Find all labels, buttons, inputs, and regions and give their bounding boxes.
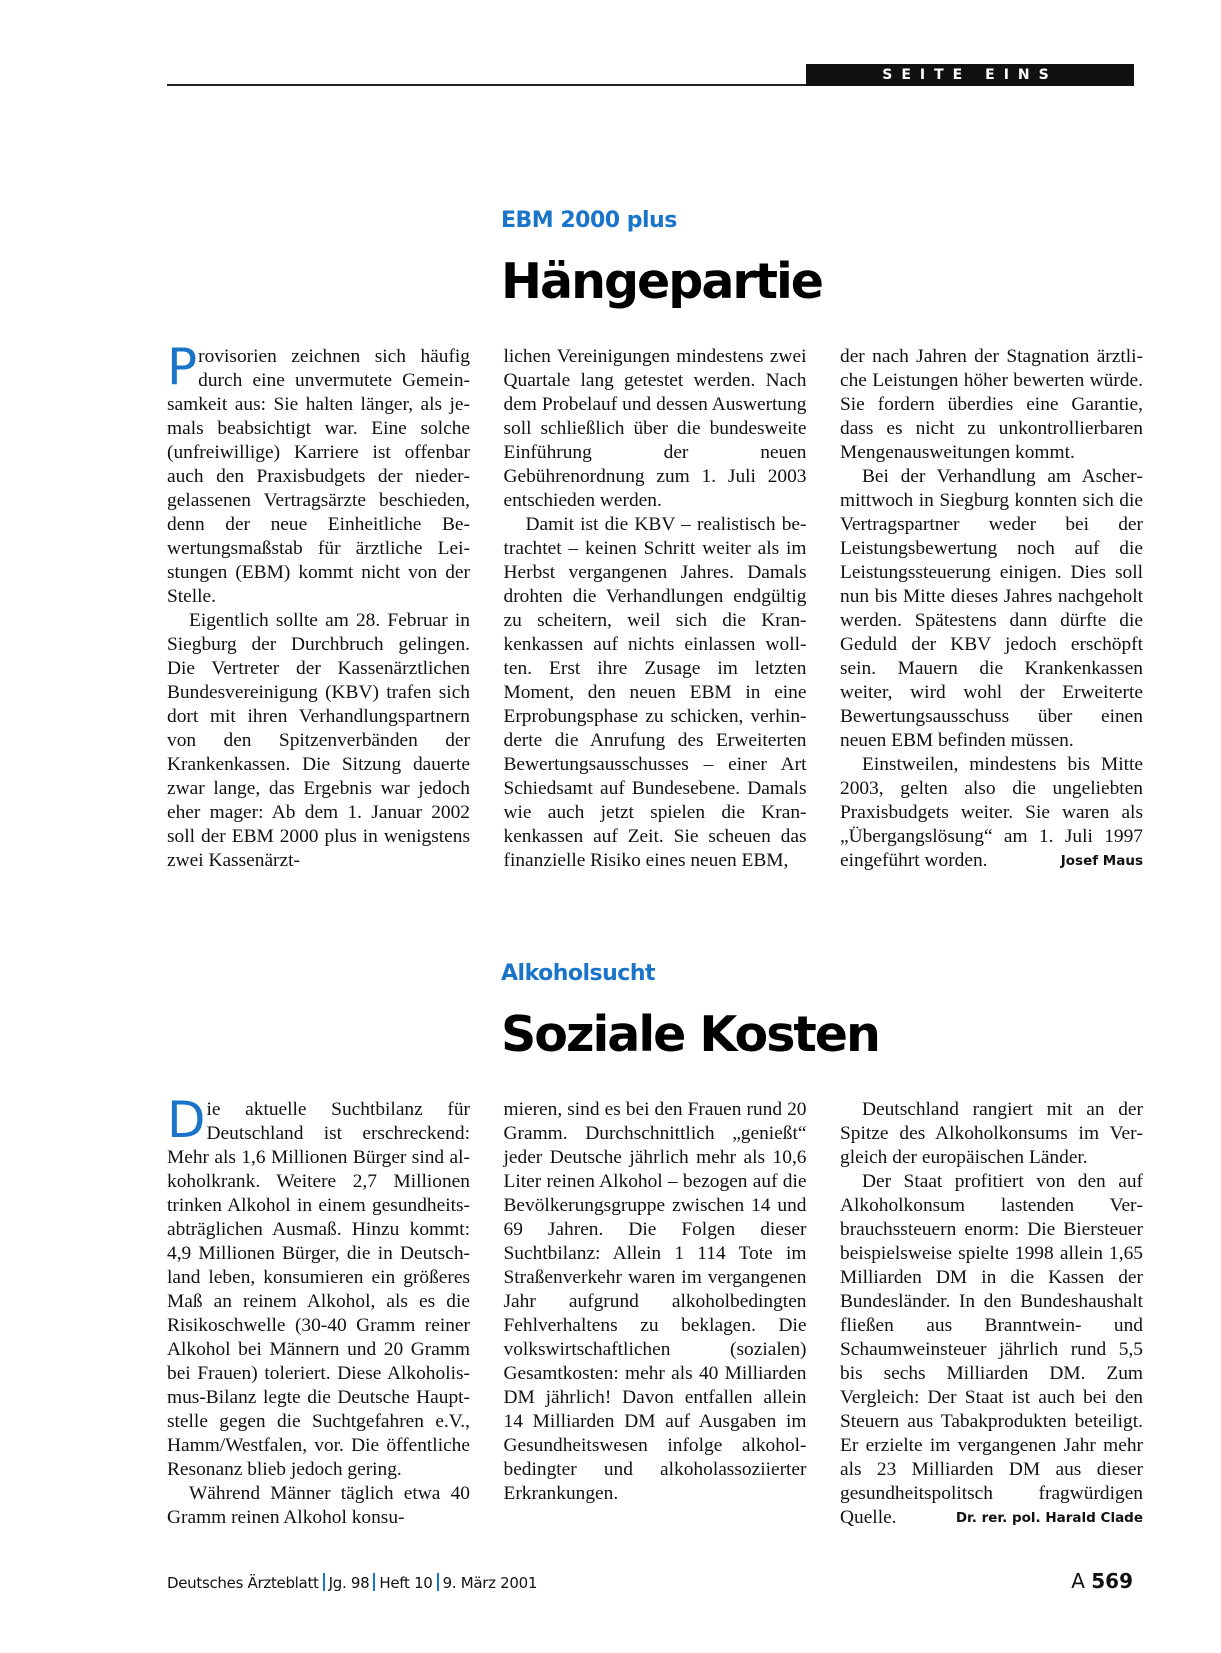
paragraph: Während Männer täglich etwa 40 Gramm reinen Alkohol konsu- xyxy=(167,1483,470,1528)
author-byline: Josef Maus xyxy=(1060,853,1143,869)
paragraph: Einstweilen, mindestens bis Mitte 2003, gelten also die ungeliebten Praxisbudgets weiter. Sie waren als „Übergangslösung“ am 1. Juli 1997 eingeführt worden. xyxy=(840,754,1143,871)
paragraph: Eigentlich sollte am 28. Februar in Siegburg der Durchbruch gelingen. Die Vertreter der Kassenärztlichen Bundesvereinigung (KBV) trafen sich dort mit ihren Verhandlungspartnern von den Spitzenverbänden der Krankenkassen. Die Sitzung dauerte zwar lange, das Ergebnis war jedoch eher mager: Ab dem 1. Januar 2002 soll der EBM 2000 plus in wenigstens zwei Kassenärzt- xyxy=(167,610,470,871)
separator xyxy=(373,1573,375,1591)
article-column-3 xyxy=(840,1098,1143,1530)
paragraph: Deutschland rangiert mit an der Spitze des Alkoholkonsums im Vergleich der europäischen Länder. xyxy=(840,1099,1143,1168)
paragraph: lichen Vereinigungen mindestens zwei Quartale lang getestet werden. Nach dem Probelauf und dessen Auswertung soll schließlich über die bundesweite Einführung der neuen Gebührenordnung zum 1. Juli 2003 entschieden werden. xyxy=(503,346,807,511)
article-kicker: Alkoholsucht xyxy=(501,961,656,986)
footer-citation xyxy=(167,1573,537,1592)
page-prefix: A xyxy=(1071,1569,1085,1593)
article-column-2 xyxy=(504,1098,807,1530)
article-column-2 xyxy=(504,345,807,873)
article-body xyxy=(167,338,1143,873)
page-number-block xyxy=(1071,1569,1133,1593)
section-tab: SEITE EINS xyxy=(806,64,1134,86)
article-headline: Soziale Kosten xyxy=(501,1006,879,1063)
paragraph: mieren, sind es bei den Frauen rund 20 Gramm. Durchschnittlich „genießt“ jeder Deutsche jährlich mehr als 10,6 Liter reinen Alkohol – bezogen auf die Bevölkerungsgruppe zwischen 14 und 69 Jahren. Die Folgen dieser Suchtbilanz: Allein 1 114 Tote im Straßenverkehr waren im vergangenen Jahr aufgrund alkoholbedingten Fehlverhaltens zu beklagen. Die volkswirtschaftlichen (sozialen) Gesamtkosten: mehr als 40 Milliarden DM jährlich! Davon entfallen allein 14 Milliarden DM auf Ausgaben im Gesundheitswesen infolge alkoholbedingter und alkoholassoziierter Erkrankungen. xyxy=(503,1099,807,1504)
paragraph: Der Staat profitiert von den auf Alkoholkonsum lastenden Verbrauchssteuern enorm: Die Biersteuer beispielsweise spielte 1998 allein 1,65 Milliarden DM in die Kassen der Bundesländer. In den Bundeshaushalt fließen aus Branntwein- und Schaumweinsteuer jährlich rund 5,5 bis sechs Milliarden DM. Zum Vergleich: Der Staat ist auch bei den Steuern aus Tabakprodukten beteiligt. Er erzielte im vergangenen Jahr mehr als 23 Milliarden DM aus dieser gesundheitspolitsch fragwürdigen Quelle. xyxy=(840,1171,1143,1528)
paragraph: Bei der Verhandlung am Aschermittwoch in Siegburg konnten sich die Vertragspartner weder bei der Leistungsbewertung noch auf die Leistungssteuerung einigen. Dies soll nun bis Mitte dieses Jahres nachgeholt werden. Spätestens dann dürfte die Geduld der KBV jedoch erschöpft sein. Mauern die Krankenkassen weiter, wird wohl der Erweiterte Bewertungsausschuss über einen neuen EBM befinden müssen. xyxy=(840,466,1143,751)
article-column-1 xyxy=(167,338,470,873)
article-body xyxy=(167,1091,1143,1530)
paragraph: rovisorien zeichnen sich häufig durch eine unvermutete Gemeinsamkeit aus: Sie halten länger, als jemals beabsichtigt war. Eine solche (unfreiwillige) Karriere ist offenbar auch den Praxisbudgets der niedergelassenen Vertragsärzte beschieden, denn der neue Einheitliche Bewertungsmaßstab für ärztliche Leistungen (EBM) kommt nicht von der Stelle. xyxy=(167,346,470,607)
drop-cap: P xyxy=(167,338,198,396)
paragraph: ie aktuelle Suchtbilanz für Deutschland ist erschreckend: Mehr als 1,6 Millionen Bürger sind alkoholkrank. Weitere 2,7 Millionen trinken Alkohol in einem gesundheitsabträglichen Ausmaß. Hinzu kommt: 4,9 Millionen Bürger, die in Deutschland leben, konsumieren ein größeres Maß an reinem Alkohol, als es die Risikoschwelle (30-40 Gramm reiner Alkohol bei Männern und 20 Gramm bei Frauen) toleriert. Diese Alkoholismus-Bilanz legte die Deutsche Hauptstelle gegen die Suchtgefahren e.V., Hamm/Westfalen, vor. Die öffentliche Resonanz blieb jedoch gering. xyxy=(167,1099,470,1480)
issue: Heft 10 xyxy=(379,1574,433,1592)
article-kicker: EBM 2000 plus xyxy=(501,208,677,233)
author-byline: Dr. rer. pol. Harald Clade xyxy=(955,1510,1143,1526)
issue-date: 9. März 2001 xyxy=(442,1574,538,1592)
article-column-3 xyxy=(840,345,1143,873)
separator xyxy=(437,1573,439,1591)
separator xyxy=(323,1573,325,1591)
volume: Jg. 98 xyxy=(328,1574,370,1592)
drop-cap: D xyxy=(167,1091,206,1149)
paragraph: der nach Jahren der Stagnation ärztliche Leistungen höher bewerten würde. Sie fordern überdies eine Garantie, dass es nicht zu unkontrollierbaren Mengenausweitungen kommt. xyxy=(840,346,1143,463)
article-column-1 xyxy=(167,1091,470,1530)
paragraph: Damit ist die KBV – realistisch betrachtet – keinen Schritt weiter als im Herbst vergangenen Jahres. Damals drohten die Verhandlungen endgültig zu scheitern, weil sich die Krankenkassen auf nichts einlassen wollten. Erst ihre Zusage im letzten Moment, den neuen EBM in eine Erprobungsphase zu schicken, verhinderte die Anrufung des Erweiterten Bewertungsausschusses – einer Art Schiedsamt auf Bundesebene. Damals wie auch jetzt spielen die Krankenkassen auf Zeit. Sie scheuen das finanzielle Risiko eines neuen EBM, xyxy=(503,514,807,871)
article-headline: Hängepartie xyxy=(501,253,823,310)
page-number: 569 xyxy=(1091,1569,1133,1593)
journal-name: Deutsches Ärzteblatt xyxy=(167,1574,319,1592)
